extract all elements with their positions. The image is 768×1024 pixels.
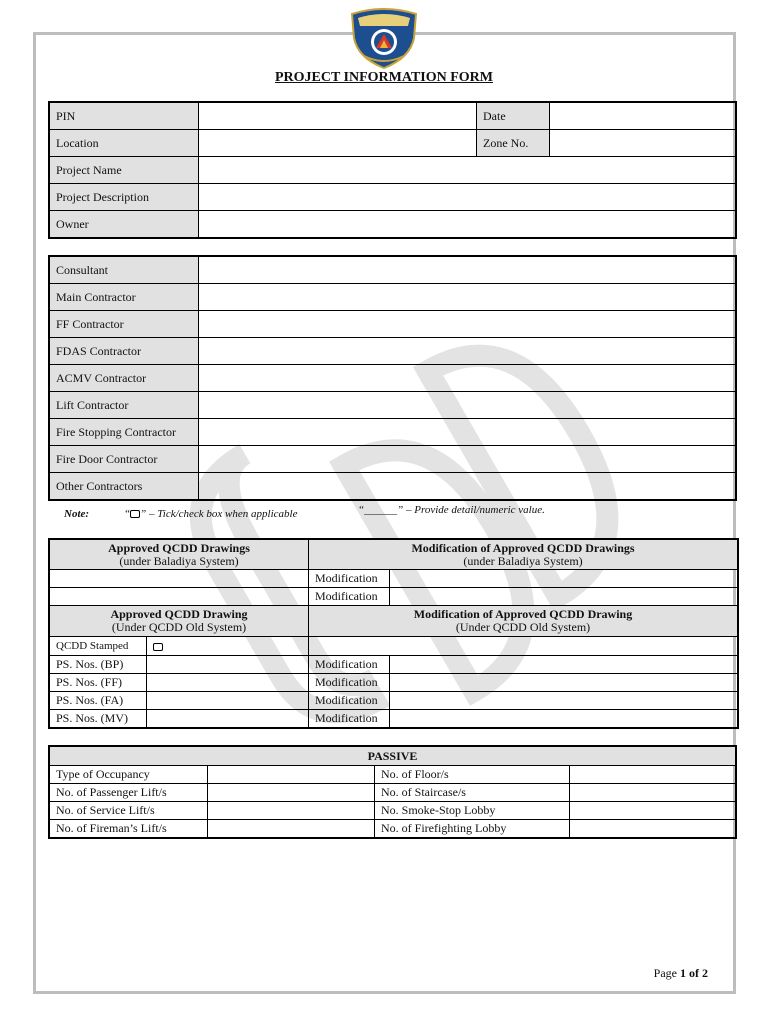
service-lifts-field[interactable] — [208, 802, 375, 820]
modification-label: Modification — [309, 674, 390, 692]
note-detail-text: “______” – Provide detail/numeric value. — [358, 504, 545, 516]
note-line — [64, 504, 744, 528]
passenger-lifts-field[interactable] — [208, 784, 375, 802]
contractor-label: FF Contractor — [50, 311, 199, 338]
ff-contractor-field[interactable] — [199, 311, 736, 338]
passive-table — [49, 746, 736, 838]
ps-nos-fa-field[interactable] — [147, 692, 309, 710]
old-system-modification-blank — [309, 637, 738, 656]
zone-no-label: Zone No. — [477, 130, 550, 157]
project-name-label: Project Name — [50, 157, 199, 184]
general-info-table — [49, 102, 736, 238]
modification-label: Modification — [309, 710, 390, 728]
firefighting-lobby-field[interactable] — [570, 820, 736, 838]
main-contractor-field[interactable] — [199, 284, 736, 311]
baladiya-modification-field[interactable] — [390, 588, 738, 606]
note-checkbox-legend: “ ” – Tick/check box when applicable — [124, 508, 298, 520]
qcdd-stamped-checkbox[interactable] — [153, 643, 163, 651]
no-of-floors-field[interactable] — [570, 766, 736, 784]
owner-field[interactable] — [199, 211, 736, 238]
passive-label: No. of Staircase/s — [375, 784, 570, 802]
smoke-stop-lobby-field[interactable] — [570, 802, 736, 820]
note-label: Note: — [64, 508, 90, 520]
contractor-label: Fire Door Contractor — [50, 446, 199, 473]
project-name-field[interactable] — [199, 157, 736, 184]
contractor-label: ACMV Contractor — [50, 365, 199, 392]
contractors-table — [49, 256, 736, 500]
location-label: Location — [50, 130, 199, 157]
ps-nos-ff-field[interactable] — [147, 674, 309, 692]
passive-label: No. of Service Lift/s — [50, 802, 208, 820]
baladiya-drawing-field[interactable] — [50, 588, 309, 606]
baladiya-drawing-field[interactable] — [50, 570, 309, 588]
form-title: PROJECT INFORMATION FORM — [274, 70, 494, 85]
ps-mv-modification-field[interactable] — [390, 710, 738, 728]
contractor-label: Main Contractor — [50, 284, 199, 311]
ps-nos-mv-field[interactable] — [147, 710, 309, 728]
note-check-text: – Tick/check box when applicable — [149, 508, 298, 520]
contractor-label: Fire Stopping Contractor — [50, 419, 199, 446]
ps-nos-bp-field[interactable] — [147, 656, 309, 674]
contractor-label: Other Contractors — [50, 473, 199, 500]
approved-old-system-header: Approved QCDD Drawing (Under QCDD Old System) — [50, 606, 309, 637]
consultant-field[interactable] — [199, 257, 736, 284]
passive-label: No. of Passenger Lift/s — [50, 784, 208, 802]
passive-label: No. Smoke-Stop Lobby — [375, 802, 570, 820]
date-field[interactable] — [550, 103, 736, 130]
type-of-occupancy-field[interactable] — [208, 766, 375, 784]
baladiya-modification-field[interactable] — [390, 570, 738, 588]
fire-stopping-contractor-field[interactable] — [199, 419, 736, 446]
contractor-label: Consultant — [50, 257, 199, 284]
drawings-table — [49, 539, 738, 728]
date-label: Date — [477, 103, 550, 130]
ps-fa-modification-field[interactable] — [390, 692, 738, 710]
modification-label: Modification — [309, 692, 390, 710]
ps-nos-label: PS. Nos. (FF) — [50, 674, 147, 692]
ps-bp-modification-field[interactable] — [390, 656, 738, 674]
modification-old-system-header: Modification of Approved QCDD Drawing (Under QCDD Old System) — [309, 606, 738, 637]
modification-label: Modification — [309, 588, 390, 606]
zone-no-field[interactable] — [550, 130, 736, 157]
ps-ff-modification-field[interactable] — [390, 674, 738, 692]
passive-label: No. of Floor/s — [375, 766, 570, 784]
fire-door-contractor-field[interactable] — [199, 446, 736, 473]
staircases-field[interactable] — [570, 784, 736, 802]
firemans-lifts-field[interactable] — [208, 820, 375, 838]
owner-label: Owner — [50, 211, 199, 238]
qcdd-stamped-label: QCDD Stamped — [50, 637, 147, 656]
qcdd-emblem-logo — [344, 8, 424, 70]
contractor-label: Lift Contractor — [50, 392, 199, 419]
modification-label: Modification — [309, 570, 390, 588]
passive-label: No. of Firefighting Lobby — [375, 820, 570, 838]
page-number: Page 1 of 2 — [653, 966, 708, 980]
project-description-label: Project Description — [50, 184, 199, 211]
qcdd-stamped-cell — [147, 637, 309, 656]
project-description-field[interactable] — [199, 184, 736, 211]
modification-label: Modification — [309, 656, 390, 674]
passive-label: No. of Fireman’s Lift/s — [50, 820, 208, 838]
passive-header: PASSIVE — [50, 747, 736, 766]
pin-label: PIN — [50, 103, 199, 130]
ps-nos-label: PS. Nos. (BP) — [50, 656, 147, 674]
ps-nos-label: PS. Nos. (MV) — [50, 710, 147, 728]
lift-contractor-field[interactable] — [199, 392, 736, 419]
fdas-contractor-field[interactable] — [199, 338, 736, 365]
other-contractors-field[interactable] — [199, 473, 736, 500]
acmv-contractor-field[interactable] — [199, 365, 736, 392]
modification-baladiya-header: Modification of Approved QCDD Drawings (under Baladiya System) — [309, 540, 738, 570]
pin-field[interactable] — [199, 103, 477, 130]
passive-label: Type of Occupancy — [50, 766, 208, 784]
approved-baladiya-header: Approved QCDD Drawings (under Baladiya System) — [50, 540, 309, 570]
ps-nos-label: PS. Nos. (FA) — [50, 692, 147, 710]
contractor-label: FDAS Contractor — [50, 338, 199, 365]
checkbox-icon — [130, 510, 140, 518]
location-field[interactable] — [199, 130, 477, 157]
